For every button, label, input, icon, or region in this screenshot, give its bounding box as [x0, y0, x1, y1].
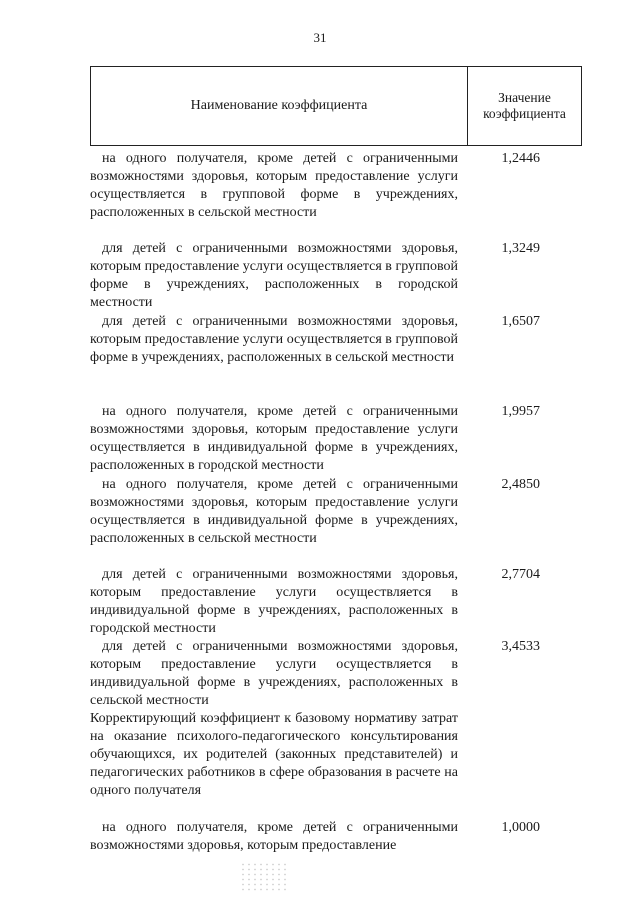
header-value-cell: Значение коэффициента: [483, 90, 566, 121]
row-name: для детей с ограниченными возможностями здоровья, которым предоставление услуги осуществляется в индивидуальной форме в учреждениях, расположенных в сельской местности: [90, 639, 458, 708]
row-name: на одного получателя, кроме детей с ограниченными возможностями здоровья, которым предоставление услуги осуществляется в групповой форме в учреждениях, расположенных в сельской местности: [90, 151, 458, 220]
row-value: 2,7704: [501, 567, 540, 582]
row-name: на одного получателя, кроме детей с ограниченными возможностями здоровья, которым предоставление услуги осуществляется в индивидуальной форме в учреждениях, расположенных в сельской местности: [90, 477, 458, 546]
scan-artifact: [240, 862, 290, 892]
row-value: 1,6507: [501, 314, 540, 329]
row-value: 2,4850: [501, 477, 540, 492]
table-row: [90, 313, 582, 367]
table-row: [90, 240, 582, 312]
table-row: [90, 638, 582, 710]
row-name: для детей с ограниченными возможностями здоровья, которым предоставление услуги осуществляется в групповой форме в учреждениях, расположенных в сельской местности: [90, 314, 458, 365]
row-name: на одного получателя, кроме детей с ограниченными возможностями здоровья, которым предоставление услуги осуществляется в индивидуальной форме в учреждениях, расположенных в городской местности: [90, 404, 458, 473]
row-value: 1,2446: [501, 151, 540, 166]
row-name: Корректирующий коэффициент к базовому нормативу затрат на оказание психолого-педагогического консультирования обучающихся, их родителей (законных представителей) и педагогических работников в сфере образования в расчете на одного получателя: [90, 711, 458, 798]
table-row: [90, 819, 582, 855]
table-row: [90, 476, 582, 548]
page-number: 31: [313, 30, 327, 45]
table-row: [90, 566, 582, 638]
row-value: 3,4533: [501, 639, 540, 654]
row-name: для детей с ограниченными возможностями здоровья, которым предоставление услуги осуществляется в групповой форме в учреждениях, расположенных в городской местности: [90, 241, 458, 310]
table-row: [90, 403, 582, 475]
table-header: [90, 66, 582, 146]
row-value: 1,0000: [501, 820, 540, 835]
header-name-cell: Наименование коэффициента: [91, 67, 468, 145]
row-name: для детей с ограниченными возможностями здоровья, которым предоставление услуги осуществляется в индивидуальной форме в учреждениях, расположенных в городской местности: [90, 567, 458, 636]
table-row-section-heading: [90, 710, 582, 800]
row-value: 1,9957: [501, 404, 540, 419]
row-value: 1,3249: [501, 241, 540, 256]
row-name: на одного получателя, кроме детей с ограниченными возможностями здоровья, которым предоставление: [90, 820, 458, 853]
table-row: [90, 150, 582, 222]
